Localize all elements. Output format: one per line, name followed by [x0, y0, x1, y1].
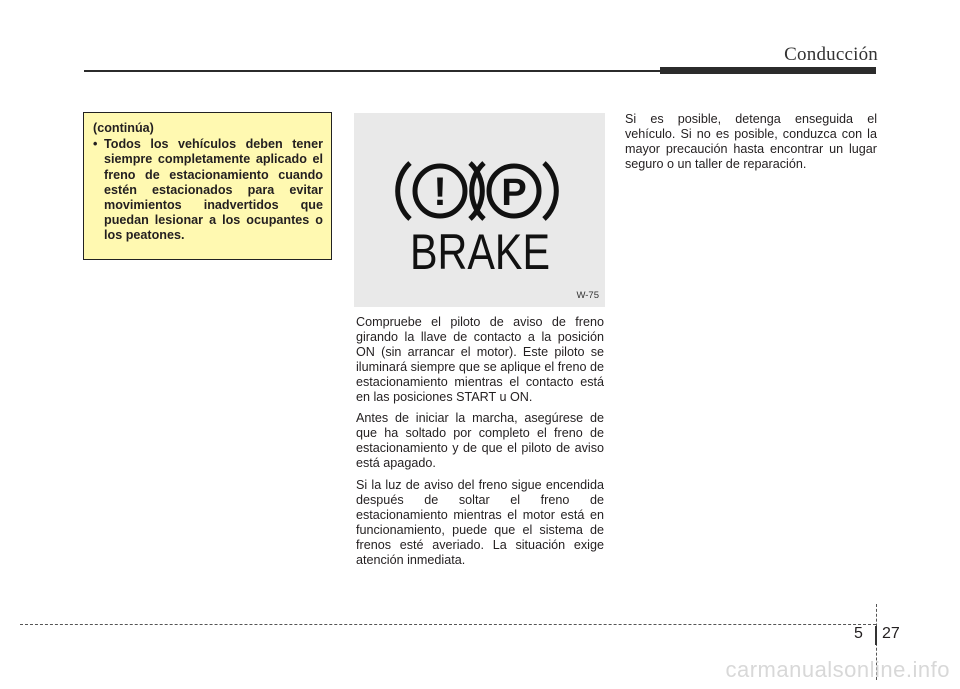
body-column-right	[625, 112, 877, 179]
paragraph: Compruebe el piloto de aviso de freno girando la llave de contacto a la posición ON (sin arrancar el motor). Este piloto se iluminará siempre que se aplique el freno de estacionamiento mientras el contacto está en las posiciones START u ON.	[356, 315, 604, 404]
warning-item	[93, 137, 323, 243]
chapter-number: 5	[854, 625, 863, 642]
paragraph: Si es posible, detenga enseguida el vehículo. Si no es posible, conduzca con la mayor precaución hasta encontrar un lugar seguro o un taller de reparación.	[625, 112, 877, 171]
parking-symbol: P	[501, 172, 527, 214]
brake-warning-icon	[354, 113, 605, 307]
section-title: Conducción	[784, 44, 878, 65]
header-rule-thick	[660, 67, 876, 74]
bullet: •	[93, 137, 98, 152]
exclamation-symbol: !	[433, 170, 447, 214]
brake-label: BRAKE	[410, 224, 550, 280]
warning-box	[83, 112, 332, 260]
figure-code: W-75	[576, 290, 599, 301]
paragraph: Si la luz de aviso del freno sigue encendida después de soltar el freno de estacionamiento mientras el motor está en funcionamiento, puede que el sistema de frenos esté averiado. La situación exige atención inmediata.	[356, 478, 604, 567]
brake-figure	[354, 113, 605, 307]
body-column-middle	[356, 315, 604, 575]
footer-dashed-line	[20, 624, 876, 625]
header-rule-thin	[84, 70, 664, 72]
watermark: carmanualsonline.info	[725, 657, 950, 682]
paragraph: Antes de iniciar la marcha, asegúrese de que ha soltado por completo el freno de estacionamiento y de que el piloto de aviso está apagado.	[356, 411, 604, 471]
warning-text: Todos los vehículos deben tener siempre completamente aplicado el freno de estacionamiento cuando estén estacionados para evitar movimientos inadvertidos que puedan lesionar a los ocupantes o los peatones.	[104, 137, 323, 243]
warning-heading: (continúa)	[93, 121, 154, 135]
page-divider	[875, 626, 877, 645]
page-number: 27	[882, 625, 900, 642]
